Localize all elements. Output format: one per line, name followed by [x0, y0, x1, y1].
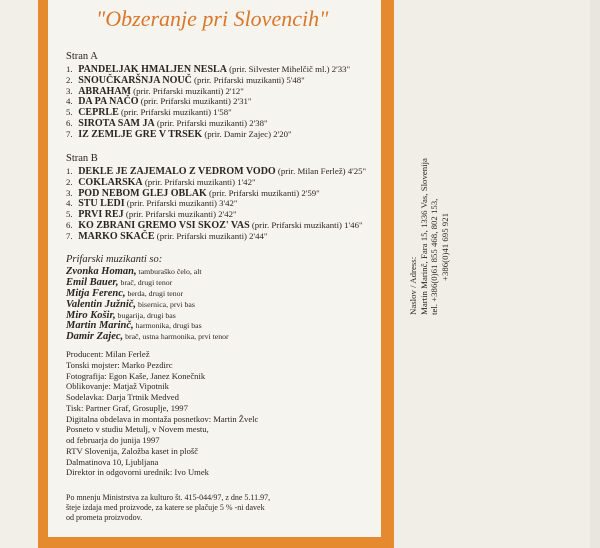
panel-edge — [590, 0, 600, 548]
address-line: Martin Marinč, Fara 15, 1336 Vas, Slovenija — [418, 158, 429, 315]
credit-line: Digitalna obdelava in montaža posnetkov: Martin Žvelc — [66, 413, 259, 424]
credit-line: Fotografija: Egon Kaše, Janez Konečnik — [66, 370, 206, 381]
musician-name: Emil Bauer, — [66, 276, 119, 288]
track-credit: (prir. Prifarski muzikanti) 2'31" — [138, 96, 252, 107]
track-credit: (prir. Damir Zajec) 2'20" — [202, 128, 292, 139]
musician-item — [66, 332, 229, 343]
track-item: 7. IZ ZEMLJE GRE V TRSEK (prir. Damir Zajec) 2'20" — [66, 128, 292, 140]
track-item: 2. COKLARSKA (prir. Prifarski muzikanti) 1'42" — [66, 176, 256, 188]
address-line: +386(0)41 695 921 — [439, 213, 450, 281]
tax-footnote — [66, 493, 270, 523]
address-line: Naslov / Adress: — [408, 256, 418, 315]
credit-line: od februarja do junija 1997 — [66, 435, 160, 445]
track-credit: (prir. Prifarski muzikanti) 3'42" — [124, 198, 238, 209]
track-title: SIROTA SAM JA — [78, 117, 155, 129]
footnote-line: od prometa proizvodov. — [66, 513, 143, 522]
track-title: ABRAHAM — [78, 85, 131, 97]
address-line: tel. +386(0)61 855 468, 802 153, — [429, 198, 439, 315]
footnote-line: Po mnenju Ministrstva za kulturo št. 415-044/97, z dne 5.11.97, — [66, 493, 271, 502]
track-item: 1. DEKLE JE ZAJEMALO Z VEDROM VODO (prir. Milan Ferlež) 4'25" — [66, 166, 367, 177]
track-title: SNOUČKARŠNJA NOUČ — [78, 74, 192, 86]
track-title: DA PA NAČO — [78, 96, 139, 108]
contact-address — [408, 45, 450, 315]
track-title: CEPRLE — [78, 107, 119, 119]
orange-border-left — [38, 0, 48, 548]
track-title: PANDELJAK HMALJEN NESLA — [78, 64, 227, 75]
orange-border-bottom — [38, 537, 394, 548]
musician-name: Valentin Južnič, — [66, 298, 137, 310]
track-item: 6. SIROTA SAM JA (prir. Prifarski muzikanti) 2'38" — [66, 117, 268, 129]
track-credit: (prir. Prifarski muzikanti) 1'42" — [142, 176, 256, 187]
track-credit: (prir. Silvester Mihelčič ml.) 2'33" — [226, 64, 351, 74]
musician-role: brač, drugi tenor — [118, 277, 173, 287]
track-credit: (prir. Prifarski muzikanti) 2'59" — [206, 187, 320, 198]
musician-role: brač, ustna harmonika, prvi tenor — [123, 332, 229, 342]
credit-line: Direktor in odgovorni urednik: Ivo Umek — [66, 467, 209, 478]
track-item: 3. ABRAHAM (prir. Prifarski muzikanti) 2'12" — [66, 85, 244, 97]
track-item: 2. SNOUČKARŠNJA NOUČ (prir. Prifarski muzikanti) 5'48" — [66, 74, 305, 86]
track-credit: (prir. Prifarski muzikanti) 1'58" — [118, 107, 232, 118]
track-credit: (prir. Prifarski muzikanti) 5'48" — [191, 74, 305, 85]
credit-line: Tonski mojster: Marko Pezdirc — [66, 359, 173, 370]
musicians-heading: Prifarski muzikanti so: — [66, 254, 163, 265]
musicians-list — [66, 267, 229, 343]
track-credit: (prir. Prifarski muzikanti) 2'38" — [154, 117, 268, 128]
track-item: 7. MARKO SKAČE (prir. Prifarski muzikanti) 2'44" — [66, 230, 268, 242]
musician-name: Zvonka Homan, — [66, 266, 137, 277]
album-title: "Obzeranje pri Slovencih" — [96, 6, 329, 31]
credit-line: Oblikovanje: Matjaž Vipotnik — [66, 381, 169, 392]
track-item: 6. KO ZBRANI GREMO VSI SKOZ' VAS (prir. Prifarski muzikanti) 1'46" — [66, 219, 363, 231]
credit-line: RTV Slovenija, Založba kaset in plošč — [66, 445, 199, 456]
musician-role: harmonika, drugi bas — [133, 321, 202, 331]
musician-name: Martin Marinč, — [66, 320, 134, 332]
credit-line: Posneto v studiu Metulj, v Novem mestu, — [66, 424, 209, 435]
musician-name: Miro Košir, — [66, 309, 116, 321]
side-a-tracklist — [66, 64, 384, 140]
track-credit: (prir. Prifarski muzikanti) 2'12" — [130, 85, 244, 96]
track-item: 5. PRVI REJ (prir. Prifarski muzikanti) 2'42" — [66, 209, 237, 221]
track-credit: (prir. Prifarski muzikanti) 2'44" — [154, 230, 268, 241]
track-title: KO ZBRANI GREMO VSI SKOZ' VAS — [78, 219, 250, 231]
track-credit: (prir. Milan Ferlež) 4'25" — [275, 166, 367, 176]
musician-role: bugarija, drugi bas — [115, 310, 176, 320]
track-credit: (prir. Prifarski muzikanti) 2'42" — [123, 209, 237, 220]
side-b-tracklist — [66, 166, 384, 242]
track-item: 4. DA PA NAČO (prir. Prifarski muzikanti) 2'31" — [66, 96, 252, 108]
track-item: 1. PANDELJAK HMALJEN NESLA (prir. Silvester Mihelčič ml.) 2'33" — [66, 64, 351, 75]
credit-line: Dalmatinova 10, Ljubljana — [66, 456, 159, 467]
musician-role: bisernica, prvi bas — [136, 299, 195, 309]
track-item: 5. CEPRLE (prir. Prifarski muzikanti) 1'58" — [66, 107, 232, 119]
footnote-line: šteje izdaja med proizvode, za katere se plačuje 5 % -ni davek — [66, 503, 265, 512]
side-b-heading: Stran B — [66, 153, 98, 164]
credit-line: Producent: Milan Ferlež — [66, 349, 150, 359]
track-item: 4. STU LEDI (prir. Prifarski muzikanti) 3'42" — [66, 198, 238, 210]
musician-name: Mitja Ferenc, — [66, 287, 126, 299]
credit-line: Sodelavka: Darja Trtnik Medved — [66, 392, 179, 402]
track-credit: (prir. Prifarski muzikanti) 1'46" — [249, 219, 363, 230]
musician-name: Damir Zajec, — [66, 331, 124, 343]
track-title: PRVI REJ — [78, 209, 124, 221]
production-credits — [66, 349, 258, 478]
track-title: COKLARSKA — [78, 176, 143, 188]
track-title: STU LEDI — [78, 198, 125, 210]
track-title: DEKLE JE ZAJEMALO Z VEDROM VODO — [78, 166, 276, 177]
musician-role: berda, drugi tenor — [125, 288, 184, 298]
credit-line: Tisk: Partner Graf, Grosuplje, 1997 — [66, 402, 188, 413]
track-item: 3. POD NEBOM GLEJ OBLAK (prir. Prifarski muzikanti) 2'59" — [66, 187, 320, 199]
track-title: MARKO SKAČE — [78, 230, 155, 242]
track-title: IZ ZEMLJE GRE V TRSEK — [78, 128, 203, 140]
track-title: POD NEBOM GLEJ OBLAK — [78, 187, 207, 199]
side-a-heading: Stran A — [66, 51, 98, 62]
musician-role: tamburaško čelo, alt — [136, 267, 202, 276]
